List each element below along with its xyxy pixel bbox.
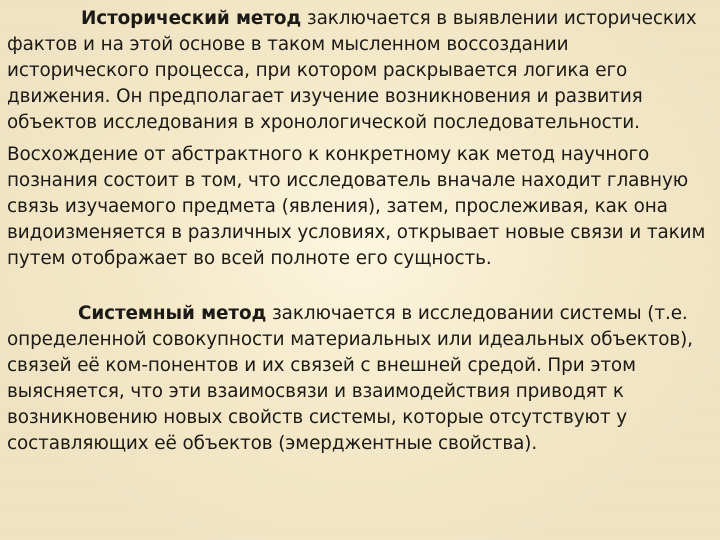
paragraph-system-method-text: заключается в исследовании системы (т.е. определенной совокупности материальных или идеальных объектов), связей её ком-понентов и их связей с внешней средой. При этом выясняется, что эти взаимосвязи и взаимодействия приводят к возникновению новых свойств системы, которые отсутствуют у составляющих её объектов (эмерджентные свойства). [7,303,693,454]
paragraph-historical-method [7,6,713,136]
paragraph-abstract-to-concrete-text: Восхождение от абстрактного к конкретному как метод научного познания состоит в том, что исследователь вначале находит главную связь изучаемого предмета (явления), затем, прослеживая, как она видоизменяется в различных условиях, открывает новые связи и таким путем отображает во всей полноте его сущность. [7,144,706,269]
paragraph-historical-method-text: заключается в выявлении исторических фактов и на этой основе в таком мысленном воссоздании исторического процесса, при котором раскрывается логика его движения. Он предполагает изучение возникновения и развития объектов исследования в хронологической последовательности. [7,8,697,133]
paragraph-abstract-to-concrete [7,142,713,272]
text-body [7,6,713,457]
term-system-method: Системный метод [78,303,267,324]
term-historical-method: Исторический метод [81,8,302,29]
paragraph-system-method [7,301,713,457]
